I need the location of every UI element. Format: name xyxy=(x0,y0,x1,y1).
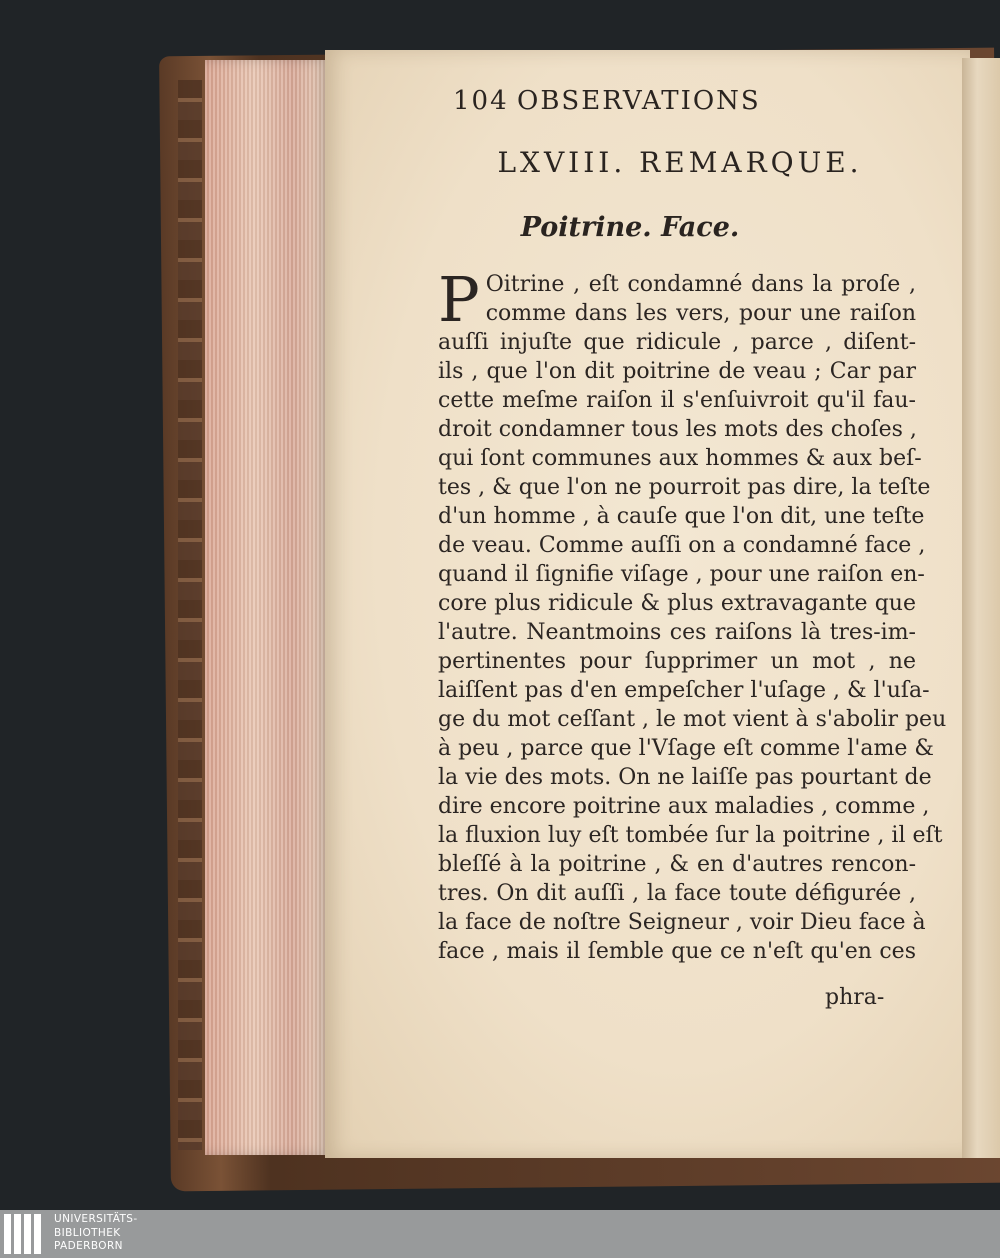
library-logo-icon xyxy=(4,1214,50,1254)
text-line: tres. On dit auſſi , la face toute défigurée , xyxy=(438,881,916,906)
library-name-line: BIBLIOTHEK xyxy=(54,1226,121,1239)
library-name-line: PADERBORN xyxy=(54,1240,123,1252)
text-line: d'un homme , à cauſe que l'on dit, une teſte xyxy=(438,504,925,529)
remark-heading: LXVIII. REMARQUE. xyxy=(497,146,863,179)
text-line: ils , que l'on dit poitrine de veau ; Car par xyxy=(438,359,916,384)
text-line: la fluxion luy eſt tombée ſur la poitrine , il eſt xyxy=(438,823,943,848)
text-line: comme dans les vers, pour une raiſon xyxy=(485,301,916,326)
text-line: ge du mot ceſſant , le mot vient à s'abolir peu xyxy=(438,707,947,732)
drop-cap: P xyxy=(438,263,480,336)
body-text xyxy=(438,263,947,966)
text-line: cette meſme raiſon il s'enſuivroit qu'il fau- xyxy=(438,388,916,413)
text-line: de veau. Comme auſſi on a condamné face , xyxy=(438,533,926,558)
text-line: bleſſé à la poitrine , & en d'autres rencon- xyxy=(438,852,916,877)
text-line: l'autre. Neantmoins ces raiſons là tres-im- xyxy=(438,620,916,645)
text-line: laiſſent pas d'en empeſcher l'uſage , & l'uſa- xyxy=(438,678,930,703)
library-footer xyxy=(0,1210,1000,1258)
library-name-line: UNIVERSITÄTS- xyxy=(54,1213,138,1225)
running-head xyxy=(453,86,833,126)
text-line: qui ſont communes aux hommes & aux beſ- xyxy=(438,446,922,471)
text-line: auſſi injuſte que ridicule , parce , diſent- xyxy=(438,330,916,355)
text-line: face , mais il ſemble que ce n'eſt qu'en ces xyxy=(438,939,916,964)
text-line: la face de noſtre Seigneur , voir Dieu face à xyxy=(438,910,926,935)
book-spine xyxy=(178,80,202,1150)
text-line: core plus ridicule & plus extravagante que xyxy=(438,591,916,616)
page-number: 104 xyxy=(453,86,509,116)
text-line: la vie des mots. On ne laiſſe pas pourtant de xyxy=(438,765,932,790)
text-line: pertinentes pour ſupprimer un mot , ne xyxy=(438,649,916,674)
text-line: Oitrine , eſt condamné dans la proſe , xyxy=(485,272,916,297)
text-line: tes , & que l'on ne pourroit pas dire, la teſte xyxy=(438,475,931,500)
text-line: à peu , parce que l'Vſage eſt comme l'ame & xyxy=(438,736,934,761)
remark-subject: Poitrine. Face. xyxy=(520,212,740,243)
text-line: quand il ſignifie viſage , pour une raiſon en- xyxy=(438,562,925,587)
page-edges xyxy=(205,60,330,1155)
text-line: dire encore poitrine aux maladies , comme , xyxy=(438,794,930,819)
running-title: OBSERVATIONS xyxy=(517,86,761,116)
catchword: phra- xyxy=(825,985,885,1010)
facing-page-edge xyxy=(962,58,1000,1158)
library-name xyxy=(54,1213,138,1254)
text-line: droit condamner tous les mots des choſes , xyxy=(438,417,917,442)
